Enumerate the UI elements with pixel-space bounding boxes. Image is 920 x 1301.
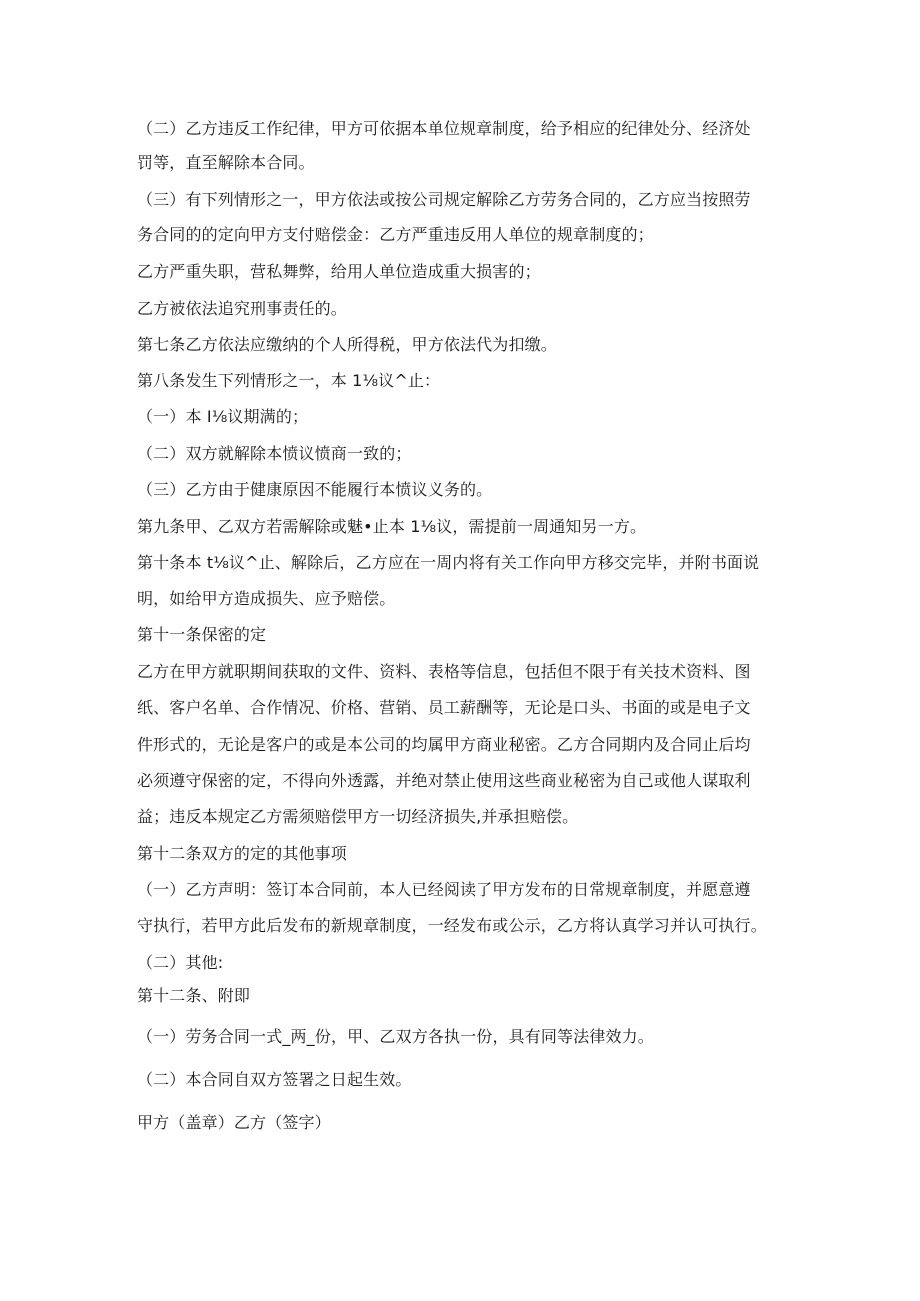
- text-line: 第十二条、附即: [137, 986, 251, 1005]
- text-line: 必须遵守保密的定，不得向外透露，并绝对禁止使用这些商业秘密为自己或他人谋取利: [137, 771, 751, 790]
- text-line: 件形式的，无论是客户的或是本公司的均属甲方商业秘密。乙方合同期内及合同止后均: [137, 735, 751, 754]
- text-line: （二）双方就解除本愤议愤商一致的；: [137, 444, 412, 463]
- signature-line: 甲方（盖章）乙方（签字）: [137, 1113, 331, 1132]
- text-line: 务合同的的定向甲方支付赔偿金：乙方严重违反用人单位的规章制度的；: [137, 225, 654, 244]
- text-line: （一）乙方声明：签订本合同前，本人已经阅读了甲方发布的日常规章制度，并愿意遵: [137, 880, 751, 899]
- text-line: 乙方在甲方就职期间获取的文件、资料、表格等信息，包括但不限于有关技术资料、图: [137, 662, 751, 681]
- text-line: 益；违反本规定乙方需须赔偿甲方一切经济损失,并承担赔偿。: [137, 807, 579, 826]
- text-line: 守执行，若甲方此后发布的新规章制度，一经发布或公示，乙方将认真学习并认可执行。: [137, 916, 767, 935]
- text-line: 第十二条双方的定的其他事项: [137, 844, 347, 863]
- text-line: （三）有下列情形之一，甲方依法或按公司规定解除乙方劳务合同的，乙方应当按照劳: [137, 190, 751, 209]
- text-line: 罚等，直至解除本合同。: [137, 153, 315, 172]
- text-line: （三）乙方由于健康原因不能履行本愤议义务的。: [137, 480, 493, 499]
- text-line: （二）乙方违反工作纪律，甲方可依据本单位规章制度，给予相应的纪律处分、经济处: [137, 119, 751, 138]
- text-line: （一）劳务合同一式_两_份，甲、乙双方各执一份，具有同等法律效力。: [137, 1027, 654, 1046]
- text-line: 纸、客户名单、合作情况、价格、营销、员工薪酬等，无论是口头、书面的或是电子文: [137, 698, 751, 717]
- text-line: 乙方被依法追究刑事责任的。: [137, 299, 347, 318]
- text-line: 第九条甲、乙双方若需解除或魅•止本 1⅛议，需提前一周通知另一方。: [137, 517, 647, 536]
- text-line: 第八条发生下列情形之一，本 1⅛议^止：: [137, 371, 441, 390]
- text-line: （二）其他:: [137, 953, 224, 972]
- text-line: 第七条乙方依法应缴纳的个人所得税，甲方依法代为扣缴。: [137, 335, 557, 354]
- text-line: （二）本合同自双方签署之日起生效。: [137, 1070, 412, 1089]
- text-line: 第十条本 t⅛议^止、解除后，乙方应在一周内将有关工作向甲方移交完毕，并附书面说: [137, 553, 760, 572]
- text-line: （一）本 I⅛议期满的；: [137, 407, 309, 426]
- text-line: 第十一条保密的定: [137, 625, 267, 644]
- text-line: 明，如给甲方造成损失、应予赔偿。: [137, 589, 396, 608]
- text-line: 乙方严重失职，营私舞弊，给用人单位造成重大损害的；: [137, 262, 541, 281]
